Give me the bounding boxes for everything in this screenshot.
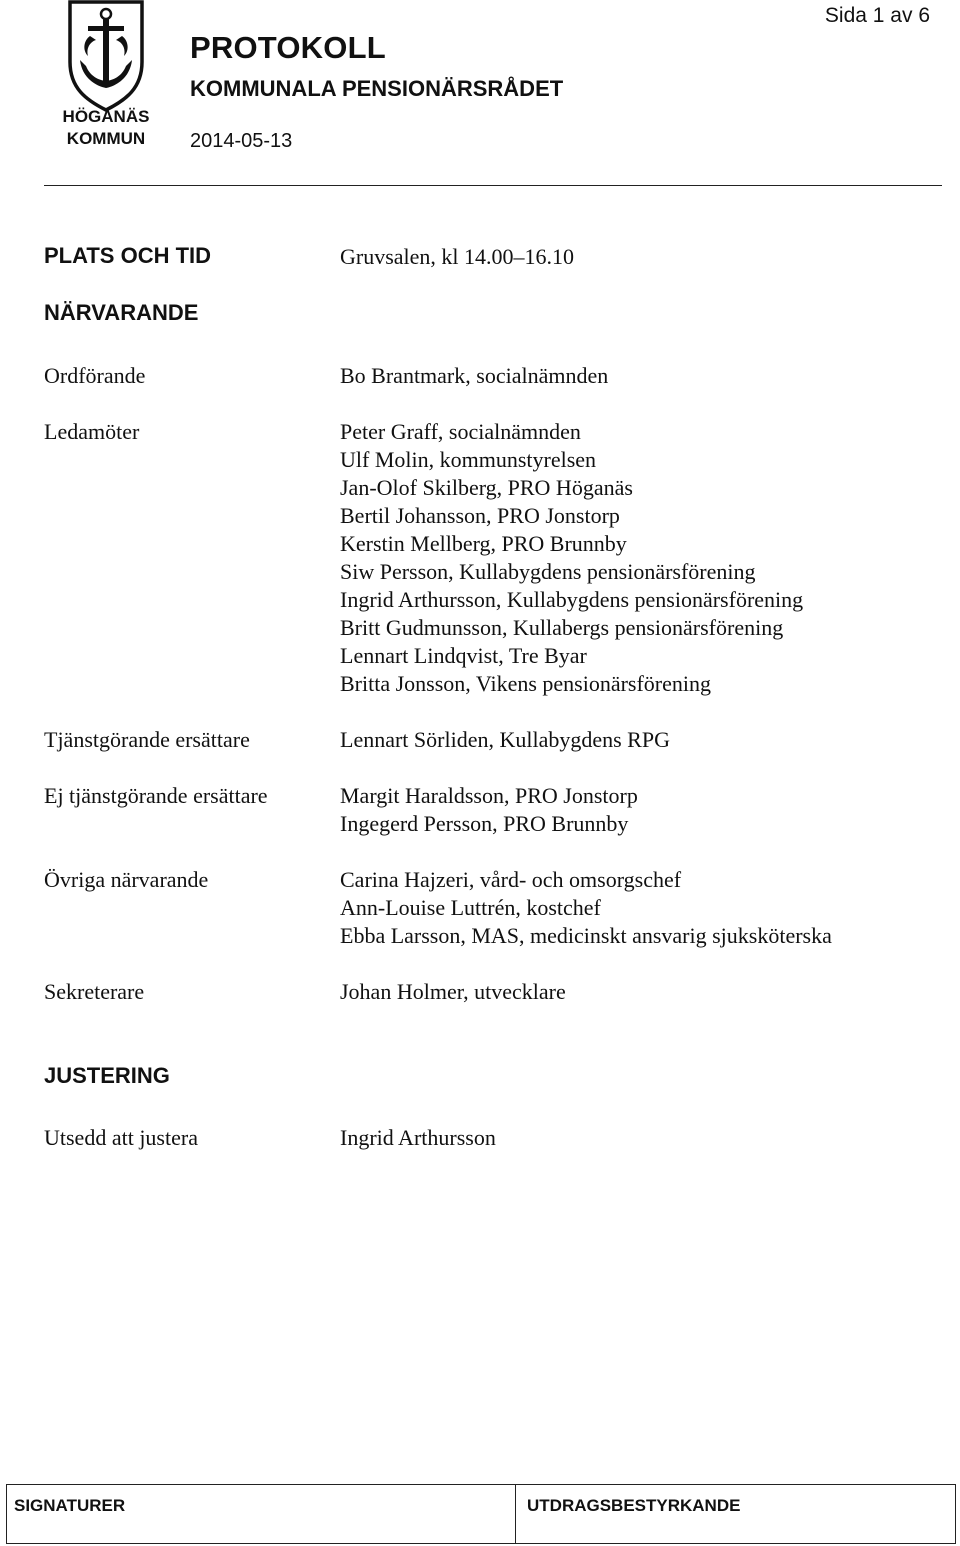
list-item: Lennart Lindqvist, Tre Byar [340,643,587,668]
justering-heading: JUSTERING [44,1063,170,1088]
utdragsbestyrkande-label: UTDRAGSBESTYRKANDE [527,1496,741,1515]
hoganas-kommun-logo [50,0,162,150]
ovriga-list [340,866,832,950]
list-item: Carina Hajzeri, vård- och omsorgschef [340,867,682,892]
logo-text-kommun: KOMMUN [66,129,146,148]
ovriga-label: Övriga närvarande [44,867,209,892]
list-item: Johan Holmer, utvecklare [340,979,566,1004]
ordforande-list [340,362,608,390]
plats-och-tid-value: Gruvsalen, kl 14.00–16.10 [340,244,575,269]
list-item: Jan-Olof Skilberg, PRO Höganäs [340,475,633,500]
page-number: Sida 1 av 6 [824,4,930,27]
ordforande-label: Ordförande [44,363,146,388]
list-item: Britta Jonsson, Vikens pensionärsförening [340,671,712,696]
plats-och-tid-heading: PLATS OCH TID [44,243,212,268]
header-divider [44,185,942,186]
list-item: Siw Persson, Kullabygdens pensionärsförening [340,559,756,584]
signaturer-label: SIGNATURER [14,1496,126,1515]
ledamoter-list [340,418,803,698]
justering-label: Utsedd att justera [44,1125,198,1150]
signature-box-divider [515,1484,516,1544]
meeting-date: 2014-05-13 [190,130,293,152]
document-title: PROTOKOLL [190,30,386,65]
list-item: Ulf Molin, kommunstyrelsen [340,447,597,472]
list-item: Ebba Larsson, MAS, medicinskt ansvarig sjuksköterska [340,923,832,948]
list-item: Lennart Sörliden, Kullabygdens RPG [340,727,670,752]
ej-tjanstgorande-list [340,782,638,838]
signature-box [6,1484,956,1544]
list-item: Ingrid Arthursson, Kullabygdens pensionärsförening [340,587,804,612]
list-item: Ingegerd Persson, PRO Brunnby [340,811,629,836]
sekreterare-label: Sekreterare [44,979,145,1004]
logo-text-hoganas: HÖGANÄS [62,107,150,126]
ledamoter-label: Ledamöter [44,419,140,444]
list-item: Margit Haraldsson, PRO Jonstorp [340,783,638,808]
tjanstgorande-list [340,726,670,754]
sekreterare-list [340,978,566,1006]
list-item: Bo Brantmark, socialnämnden [340,363,609,388]
list-item: Ann-Louise Luttrén, kostchef [340,895,601,920]
tjanstgorande-label: Tjänstgörande ersättare [44,727,250,752]
justering-value: Ingrid Arthursson [340,1125,496,1150]
document-subtitle: KOMMUNALA PENSIONÄRSRÅDET [190,76,564,101]
narvarande-heading: NÄRVARANDE [44,300,199,325]
list-item: Britt Gudmunsson, Kullabergs pensionärsförening [340,615,784,640]
ej-tjanstgorande-label: Ej tjänstgörande ersättare [44,783,268,808]
list-item: Bertil Johansson, PRO Jonstorp [340,503,620,528]
list-item: Kerstin Mellberg, PRO Brunnby [340,531,627,556]
list-item: Peter Graff, socialnämnden [340,419,581,444]
